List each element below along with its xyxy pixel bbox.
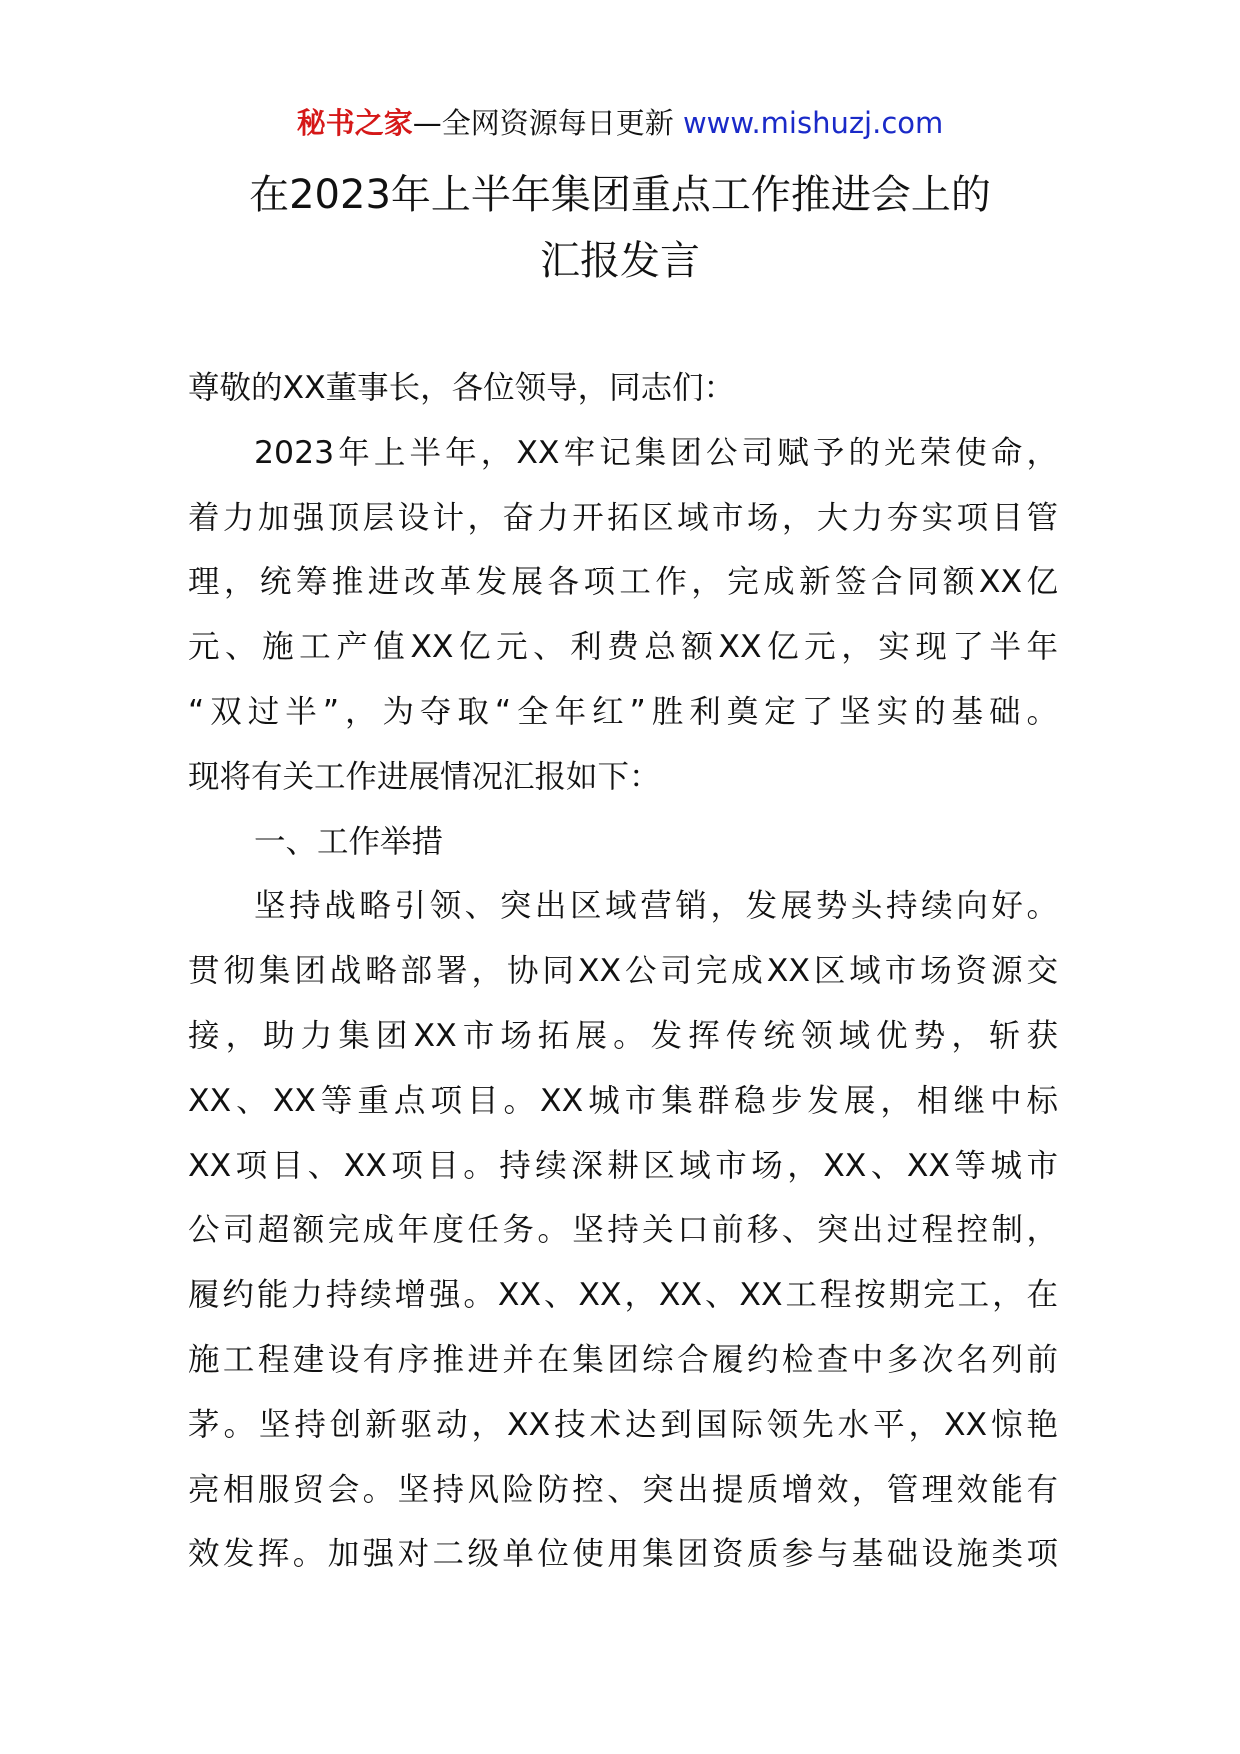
title-line-2: 汇报发言: [540, 238, 700, 284]
body-line: 履约能力持续增强。XX、XX，XX、XX工程按期完工，在: [188, 1277, 1058, 1314]
section-heading: 一、工作举措: [254, 823, 444, 860]
body-line: 坚持战略引领、突出区域营销，发展势头持续向好。: [254, 888, 1058, 925]
body-line: 2023年上半年，XX牢记集团公司赋予的光荣使命，: [254, 434, 1058, 471]
title-line-1: 在2023年上半年集团重点工作推进会上的: [249, 172, 991, 218]
body-line: XX、XX等重点项目。XX城市集群稳步发展，相继中标: [188, 1082, 1058, 1119]
site-url-link[interactable]: www.mishuzj.com: [682, 106, 944, 140]
body-line: 公司超额完成年度任务。坚持关口前移、突出过程控制，: [188, 1212, 1058, 1249]
body-line: 接，助力集团XX市场拓展。发挥传统领域优势，斩获: [188, 1017, 1058, 1054]
body-line: 元、施工产值XX亿元、利费总额XX亿元，实现了半年: [188, 629, 1058, 666]
salutation: 尊敬的XX董事长，各位领导，同志们：: [188, 370, 736, 406]
body-line: 效发挥。加强对二级单位使用集团资质参与基础设施类项: [188, 1536, 1058, 1573]
body-line: 施工程建设有序推进并在集团综合履约检查中多次名列前: [188, 1341, 1058, 1378]
body-line: “双过半”，为夺取“全年红”胜利奠定了坚实的基础。: [188, 693, 1058, 730]
document-title: [150, 162, 1090, 294]
site-slogan: —全网资源每日更新: [412, 106, 674, 140]
body-line: 现将有关工作进展情况汇报如下：: [188, 758, 661, 795]
body-line: 贯彻集团战略部署，协同XX公司完成XX区域市场资源交: [188, 953, 1058, 990]
body-line: 理，统筹推进改革发展各项工作，完成新签合同额XX亿: [188, 564, 1058, 601]
site-brand: 秘书之家: [296, 106, 413, 140]
body-line: 茅。坚持创新驱动，XX技术达到国际领先水平，XX惊艳: [188, 1406, 1058, 1443]
body-line: 亮相服贸会。坚持风险防控、突出提质增效，管理效能有: [188, 1471, 1058, 1508]
document-body: [188, 356, 1058, 1587]
body-line: 着力加强顶层设计，奋力开拓区域市场，大力夯实项目管: [188, 499, 1058, 536]
site-header: [0, 103, 1240, 143]
body-line: XX项目、XX项目。持续深耕区域市场，XX、XX等城市: [188, 1147, 1058, 1184]
